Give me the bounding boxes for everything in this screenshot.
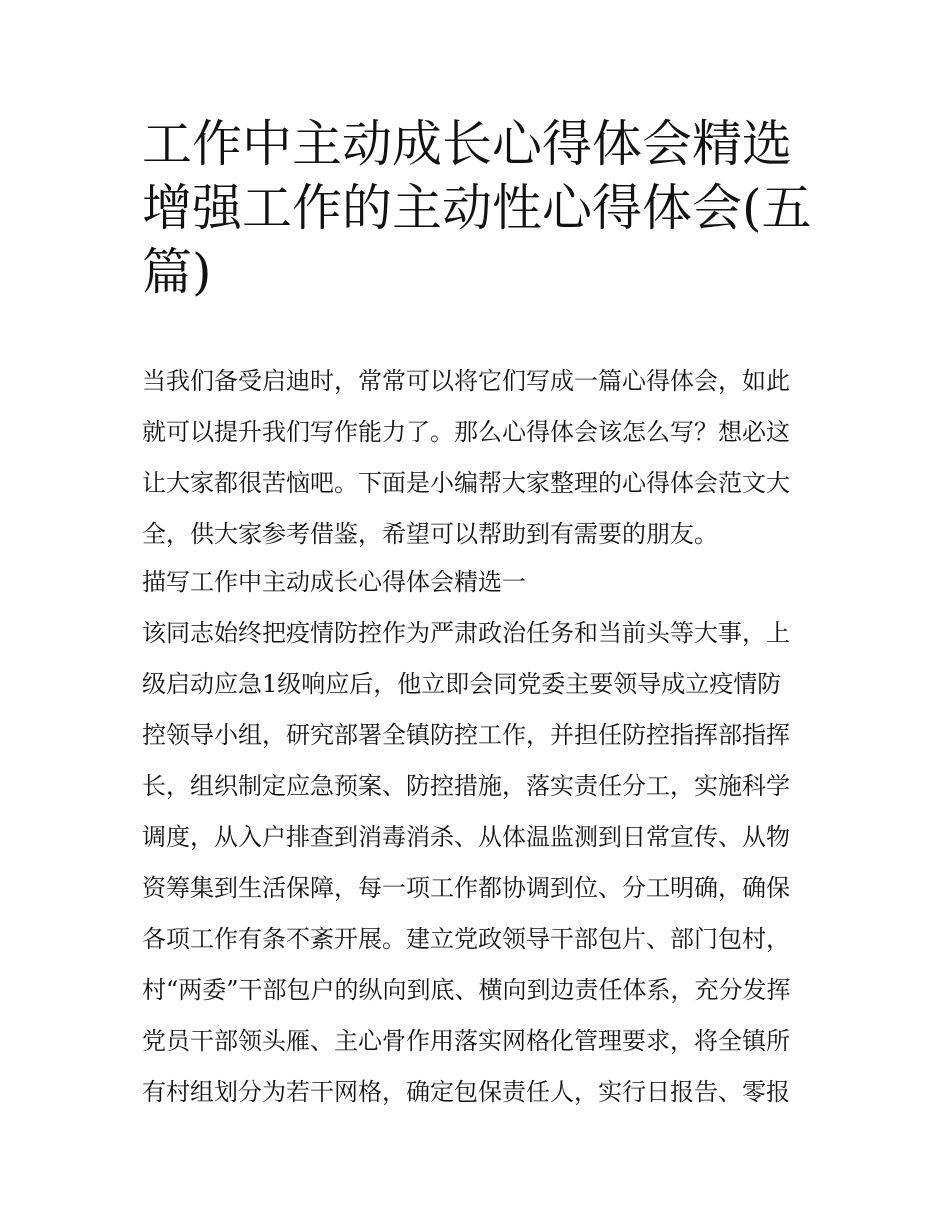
document-title xyxy=(142,112,822,304)
paragraph-line: 村“两委”干部包户的纵向到底、横向到边责任体系，充分发挥 xyxy=(142,976,791,1004)
intro-paragraph xyxy=(142,356,832,560)
paragraph-line: 调度，从入户排查到消毒消杀、从体温监测到日常宣传、从物 xyxy=(142,823,790,851)
paragraph-line: 该同志始终把疫情防控作为严肃政治任务和当前头等大事，上 xyxy=(142,619,790,647)
paragraph-line: 级启动应急1级响应后，他立即会同党委主要领导成立疫情防 xyxy=(142,670,782,698)
paragraph-line: 当我们备受启迪时，常常可以将它们写成一篇心得体会，如此 xyxy=(142,367,790,395)
title-line: 工作中主动成长心得体会精选 xyxy=(142,115,792,173)
paragraph-line: 让大家都很苦恼吧。下面是小编帮大家整理的心得体会范文大 xyxy=(142,469,790,497)
paragraph-line: 就可以提升我们写作能力了。那么心得体会该怎么写？想必这 xyxy=(142,418,790,446)
paragraph-line: 各项工作有条不紊开展。建立党政领导干部包片、部门包村， xyxy=(142,925,790,953)
title-line: 篇) xyxy=(142,243,212,301)
title-line: 增强工作的主动性心得体会(五 xyxy=(142,179,812,237)
section-heading: 描写工作中主动成长心得体会精选一 xyxy=(142,568,526,596)
section-paragraph xyxy=(142,608,832,1118)
paragraph-line: 全，供大家参考借鉴，希望可以帮助到有需要的朋友。 xyxy=(142,520,718,548)
paragraph-line: 资筹集到生活保障，每一项工作都协调到位、分工明确，确保 xyxy=(142,874,790,902)
paragraph-line: 长，组织制定应急预案、防控措施，落实责任分工，实施科学 xyxy=(142,772,790,800)
paragraph-line: 控领导小组，研究部署全镇防控工作，并担任防控指挥部指挥 xyxy=(142,721,790,749)
paragraph-line: 党员干部领头雁、主心骨作用落实网格化管理要求，将全镇所 xyxy=(142,1027,790,1055)
document-body xyxy=(142,356,832,1118)
paragraph-line: 有村组划分为若干网格，确定包保责任人，实行日报告、零报 xyxy=(142,1078,790,1106)
